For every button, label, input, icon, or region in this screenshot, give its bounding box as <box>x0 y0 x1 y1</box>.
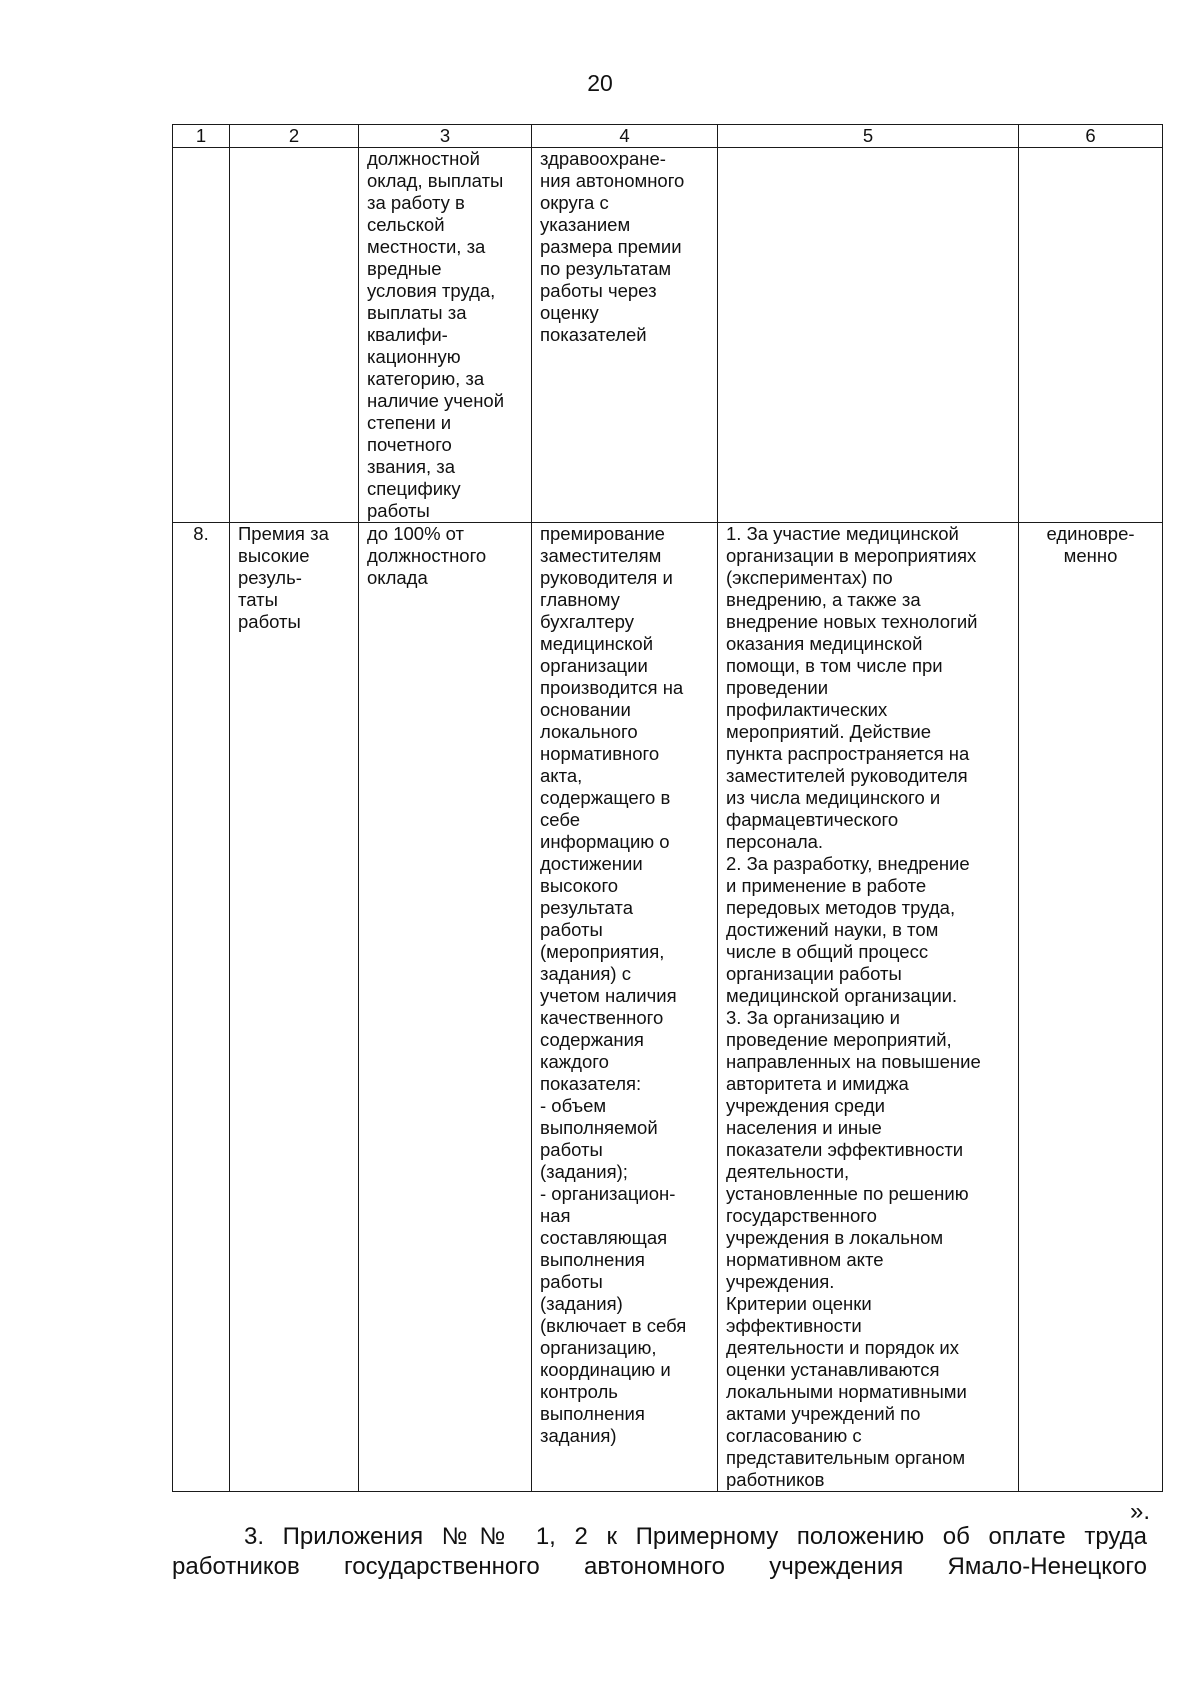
payment-criteria: 1. За участие медицинской организации в мероприятиях (экспериментах) по внедрению, а также за внедрение новых технологий оказания медицинской помощи, в том числе при проведении профилактических мероприятий. Действие пункта распространяется на заместителей руководителя из числа медицинского и фармацевтического персонала. 2. За разработку, внедрение и применение в работе передовых методов труда, достижений науки, в том числе в общий процесс организации работы медицинской организации. 3. За организацию и проведение мероприятий, направленных на повышение авторитета и имиджа учреждения среди населения и иные показатели эффективности деятельности, установленные по решению государственного учреждения в локальном нормативном акте учреждения. Критерии оценки эффективности деятельности и порядок их оценки устанавливаются локальными нормативными актами учреждений по согласованию с представительным органом работников <box>718 523 1019 1492</box>
column-header: 1 <box>173 125 230 148</box>
table-cell <box>1019 148 1163 523</box>
table-cell <box>173 148 230 523</box>
closing-quote: ». <box>1129 1498 1150 1525</box>
column-header: 2 <box>230 125 359 148</box>
table-cell: должностной оклад, выплаты за работу в сельской местности, за вредные условия труда, выплаты за квалифи- кационную категорию, за наличие ученой степени и почетного звания, за специфику работы <box>359 148 532 523</box>
payment-table <box>172 124 1163 1492</box>
payment-conditions: премирование заместителям руководителя и главному бухгалтеру медицинской организации производится на основании локального нормативного акта, содержащего в себе информацию о достижении высокого результата работы (мероприятия, задания) с учетом наличия качественного содержания каждого показателя: - объем выполняемой работы (задания); - организацион- ная составляющая выполнения работы (задания) (включает в себя организацию, координацию и контроль выполнения задания) <box>532 523 718 1492</box>
column-header: 3 <box>359 125 532 148</box>
body-paragraph <box>172 1522 1147 1582</box>
payment-amount: до 100% от должностного оклада <box>359 523 532 1492</box>
row-number: 8. <box>173 523 230 1492</box>
table-cell <box>230 148 359 523</box>
column-header: 4 <box>532 125 718 148</box>
page-number: 20 <box>587 70 613 96</box>
table-header-row <box>173 125 1163 148</box>
table-cell: здравоохране- ния автономного округа с указанием размера премии по результатам работы через оценку показателей <box>532 148 718 523</box>
table-row <box>173 523 1163 1492</box>
column-header: 5 <box>718 125 1019 148</box>
table-row <box>173 148 1163 523</box>
table-cell <box>718 148 1019 523</box>
payment-type: Премия за высокие резуль- таты работы <box>230 523 359 1492</box>
payment-frequency: единовре- менно <box>1019 523 1163 1492</box>
column-header: 6 <box>1019 125 1163 148</box>
paragraph-line: работников государственного автономного учреждения Ямало-Ненецкого <box>172 1553 1147 1580</box>
paragraph-line: 3. Приложения №№ 1, 2 к Примерному положению об оплате труда <box>244 1523 1147 1550</box>
